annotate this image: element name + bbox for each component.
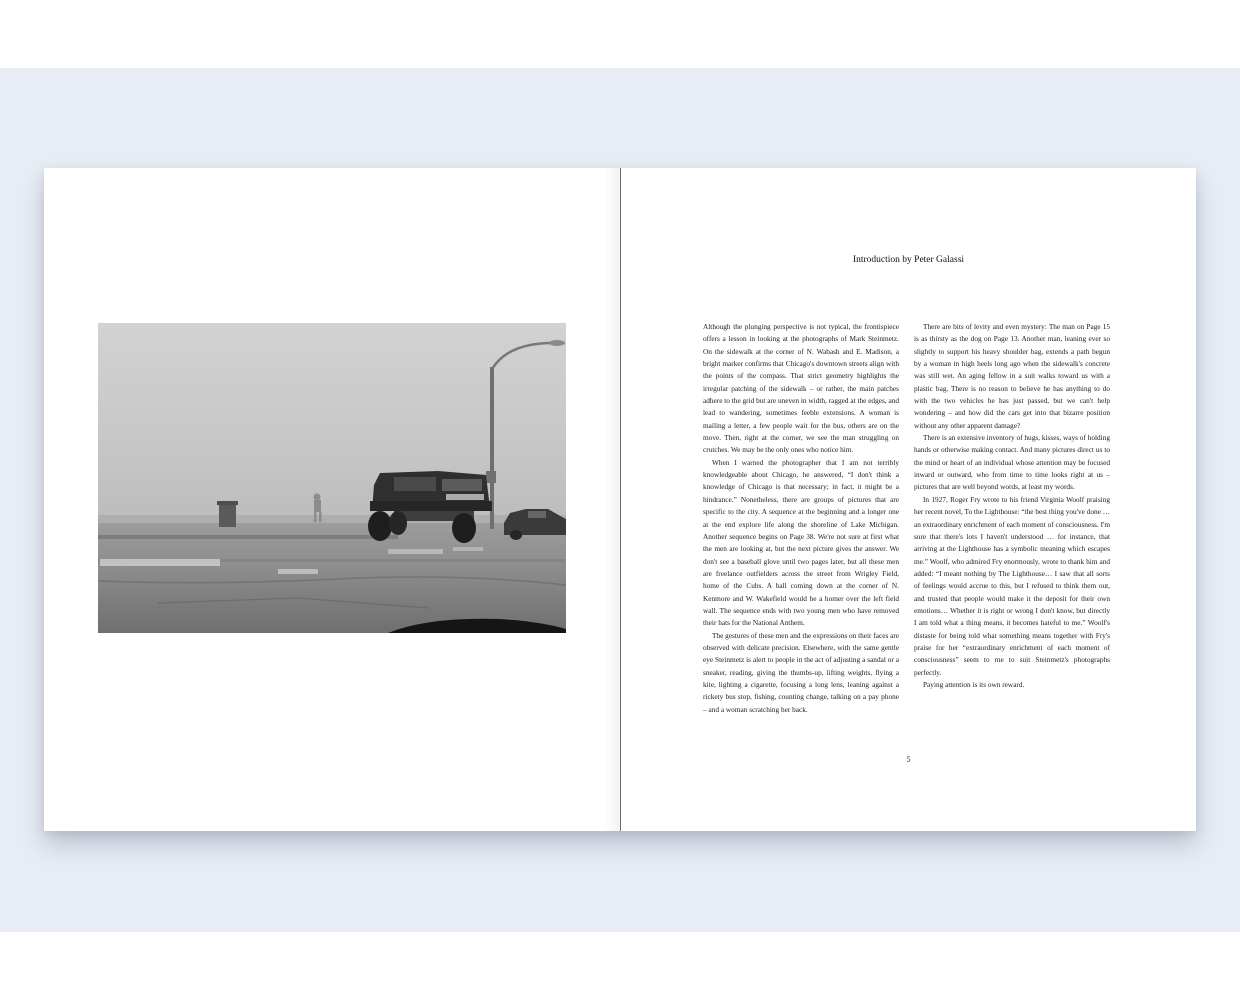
paragraph: There are bits of levity and even mystery: The man on Page 15 is as thirsty as the dog on Page 13. Another man, leaning ever so slightly to support his heavy shoulder bag, extends a path begun by a woman in high heels long ago when the sidewalk's concrete was still wet. An aging fellow in a suit walks toward us with a plastic bag. There is no reason to believe he has anything to do with the two vehicles he has just passed, but we can't help wondering – and how did the cars get into that bizarre position without any other apparent damage?	[914, 322, 1110, 430]
gutter-shadow	[604, 168, 620, 831]
page-number: 5	[906, 755, 911, 764]
paragraph: In 1927, Roger Fry wrote to his friend Virginia Woolf praising her recent novel, To the Lighthouse: “the best thing you've done … an extraordinary enrichment of each moment of consciousness. I'm sure that there's lots I haven't understood … for instance, that arriving at the Lighthouse has a symbolic meaning which escapes me.” Woolf, who admired Fry enormously, wrote to thank him and added: “I meant nothing by The Lighthouse… I saw that all sorts of feelings would accrue to this, but I refused to think them out, and trusted that people would make it the deposit for their own emotions… Whether it is right or wrong I don't know, but directly I am told what a thing means, it becomes hateful to me.” Woolf's distaste for being told what something means together with Fry's praise for her “extraordinary enrichment of each moment of consciousness” seem to me to suit Steinmetz's photographs perfectly.	[914, 494, 1111, 677]
right-page	[621, 168, 1196, 831]
foggy-lakeshore-photo	[98, 323, 566, 633]
paragraph: When I warned the photographer that I am not terribly knowledgeable about Chicago, he answered, “I don't think a knowledge of Chicago is that necessary; in fact, it might be a hindrance.” Nonetheless, there are groups of pictures that are specific to the city. A sequence at the beginning and a longer one at the end explore life along the shoreline of Lake Michigan. Another sequence begins on Page 38. We're not sure at first what the men are looking at, but the next picture gives the answer. We don't see a baseball glove until two pages later, but all these men are freelance outfielders across the street from Wrigley Field, home of the Cubs. A ball coming down at the corner of N. Kenmore and W. Wakefield would be a homer over the left field wall. The sequence ends with two young men who have removed their hats for the National Anthem.	[703, 457, 899, 628]
paragraph: Paying attention is its own reward.	[923, 679, 1025, 689]
paragraph: There is an extensive inventory of hugs, kisses, ways of holding hands or otherwise making contact. And many pictures direct us to the mind or heart of an individual whose attention may be focused inward or outward, who from time to time looks right at us – pictures that are well beyond words, at least my words.	[914, 433, 1110, 492]
text-column-1	[703, 321, 899, 716]
paragraph: Although the plunging perspective is not typical, the frontispiece offers a lesson in looking at the photographs of Mark Steinmetz. On the sidewalk at the corner of N. Wabash and E. Madison, a bright marker confirms that Chicago's downtown streets align with the points of the compass. That strict geometry highlights the irregular patching of the sidewalk – or rather, the main patches adhere to the grid but are uneven in width, ragged at the edges, and lead to wandering, sometimes feeble extensions. A woman is mailing a letter, a few people wait for the bus, others are on the move. Then, right at the corner, we see the man struggling on crutches. We may be the only ones who notice him.	[703, 322, 899, 455]
paragraph: The gestures of these men and the expressions on their faces are observed with delicate precision. Elsewhere, with the same gentle eye Steinmetz is alert to people in the act of adjusting a sandal or a sneaker, reading, giving the thumbs-up, lifting weights, flying a kite, lighting a cigarette, focusing a long lens, leaning against a rickety bus stop, fishing, counting change, talking on a pay phone – and a woman scratching her back.	[703, 630, 900, 714]
text-column-2	[914, 321, 1110, 691]
introduction-title: Introduction by Peter Galassi	[852, 255, 965, 265]
book-spread	[44, 168, 1196, 831]
left-page	[44, 168, 620, 831]
